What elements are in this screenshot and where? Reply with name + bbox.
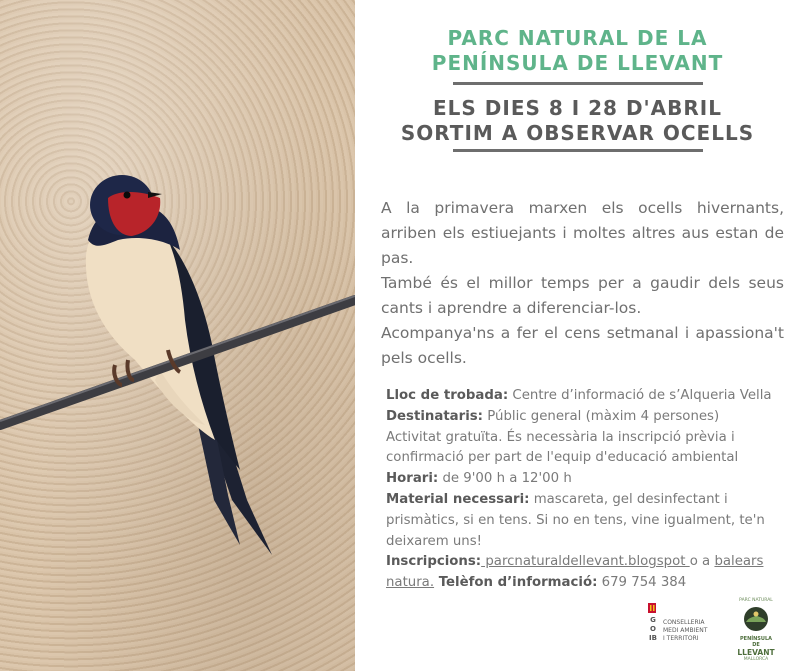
signup bbox=[386, 552, 786, 594]
audience-label: Destinataris: bbox=[386, 408, 483, 424]
audience bbox=[386, 407, 786, 428]
goib-text-line2: MEDI AMBIENT bbox=[663, 627, 708, 634]
schedule-value: de 9'00 h a 12'00 h bbox=[438, 471, 572, 487]
intro-text bbox=[381, 196, 784, 371]
park-title-line2: PENÍNSULA DE LLEVANT bbox=[431, 51, 724, 75]
phone-value: 679 754 384 bbox=[597, 575, 687, 591]
schedule-label: Horari: bbox=[386, 471, 439, 487]
blogspot-link[interactable]: parcnaturaldellevant.blogspot bbox=[481, 554, 690, 570]
swallow-illustration bbox=[0, 0, 355, 671]
intro-paragraph-3: Acompanya'ns a fer el cens setmanal i apassiona't pels ocells. bbox=[381, 324, 784, 367]
schedule bbox=[386, 469, 786, 490]
llevant-small-line2: MALLORCA bbox=[743, 657, 769, 662]
event-title bbox=[355, 96, 800, 146]
goib-text-line3: I TERRITORI bbox=[663, 635, 699, 642]
park-title-line1: PARC NATURAL DE LA bbox=[447, 26, 708, 50]
goib-letters: GOIB bbox=[649, 616, 657, 642]
material-label: Material necessari: bbox=[386, 491, 530, 507]
event-title-line2: SORTIM A OBSERVAR OCELLS bbox=[400, 121, 755, 145]
llevant-small-line1: PARC NATURAL bbox=[739, 598, 773, 603]
phone-label: Telèfon d’informació: bbox=[434, 575, 598, 591]
event-title-line1: ELS DIES 8 I 28 D'ABRIL bbox=[433, 96, 722, 120]
park-title bbox=[355, 26, 800, 76]
meeting-point-value: Centre d’informació de s’Alqueria Vella bbox=[508, 388, 772, 403]
material bbox=[386, 490, 786, 552]
swallow-photo bbox=[0, 0, 355, 671]
intro-paragraph-1: A la primavera marxen els ocells hivernants, arriben els estiuejants i moltes altres aus estan de pas. bbox=[381, 199, 784, 267]
meeting-point-label: Lloc de trobada: bbox=[386, 388, 509, 403]
title-divider-bottom bbox=[453, 149, 703, 152]
goib-text-line1: CONSELLERIA bbox=[663, 619, 705, 626]
free-activity-note: Activitat gratuïta. És necessària la inscripció prèvia i confirmació per part de l'equip d'educació ambiental bbox=[386, 429, 739, 466]
event-details bbox=[386, 386, 786, 594]
audience-value: Públic general (màxim 4 persones) bbox=[483, 408, 720, 424]
title-divider-top bbox=[453, 82, 703, 85]
info-panel bbox=[355, 0, 800, 671]
signup-label: Inscripcions: bbox=[386, 554, 482, 570]
intro-paragraph-2: També és el millor temps per a gaudir dels seus cants i aprendre a diferenciar-los. bbox=[381, 274, 784, 317]
balears-natura-link[interactable]: balears natura. bbox=[386, 554, 764, 591]
meeting-point bbox=[386, 386, 786, 407]
llevant-emblem-icon bbox=[742, 606, 770, 632]
material-value: mascareta, gel desinfectant i prismàtics, si en tens. Si no en tens, vine igualment, te'n deixarem uns! bbox=[386, 491, 765, 549]
goib-logo bbox=[646, 601, 716, 661]
llevant-logo bbox=[736, 598, 776, 662]
signup-or: o a bbox=[689, 554, 715, 570]
goib-mark-text bbox=[648, 616, 658, 643]
llevant-big-line2: LLEVANT bbox=[737, 648, 775, 657]
goib-dept-text bbox=[663, 619, 707, 643]
llevant-big-line1: PENÍNSULA DE bbox=[739, 636, 773, 648]
